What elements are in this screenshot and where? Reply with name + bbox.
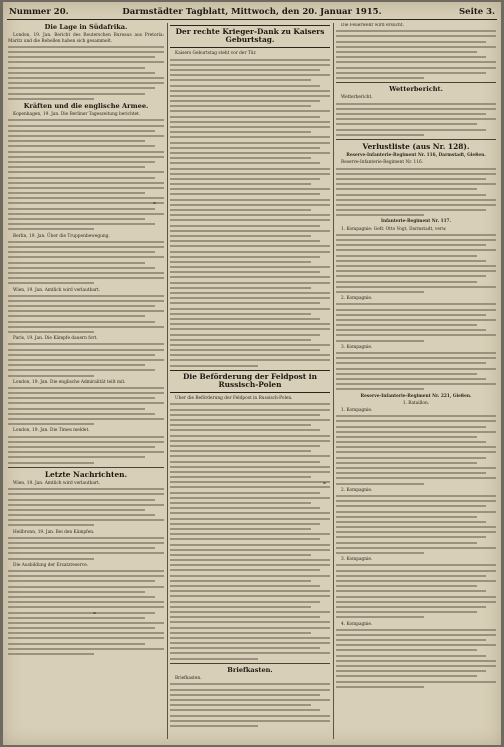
article-paragraph: Kaisers Geburtstag steht vor der Tür. bbox=[175, 51, 257, 57]
text-block bbox=[8, 119, 164, 230]
masthead bbox=[7, 5, 497, 20]
text-block bbox=[336, 629, 496, 688]
article-paragraph: Reserve-Infanterie-Regiment Nr. 116. bbox=[341, 160, 424, 166]
casualty-entry: 3. Kompagnie. bbox=[341, 557, 373, 563]
regiment-heading: Reserve-Infanterie-Regiment Nr. 221, Gießen. bbox=[360, 393, 472, 399]
casualty-entry: 3. Kompagnie. bbox=[341, 344, 373, 350]
text-block bbox=[336, 303, 496, 341]
casualty-entry: 4. Kompagnie. bbox=[341, 621, 373, 627]
text-block bbox=[8, 570, 164, 655]
text-block bbox=[8, 436, 164, 464]
text-block bbox=[8, 537, 164, 560]
headline-wetterbericht: Wetterbericht. bbox=[389, 85, 443, 94]
casualty-entry: 2. Kompagnie. bbox=[341, 487, 373, 493]
headline-suedafrika: Die Lage in Südafrika. bbox=[44, 23, 128, 31]
text-block bbox=[336, 495, 496, 554]
article-paragraph: London, 19. Jan. Die Times meldet. bbox=[13, 428, 90, 434]
text-block bbox=[336, 564, 496, 618]
paper-speck bbox=[93, 612, 96, 614]
text-block bbox=[8, 46, 164, 100]
text-block bbox=[336, 103, 496, 136]
battalion-heading: 1. Bataillon. bbox=[402, 400, 430, 406]
newspaper-title: Darmstädter Tagblatt, Mittwoch, den 20. Januar 1915. bbox=[122, 7, 382, 17]
casualty-entry: 1. Kompagnie: Gefr. Otto Vogt, Darmstadt, verw. bbox=[341, 226, 447, 232]
article-paragraph: Berlin, 19. Jan. Über die Truppenbewegung. bbox=[13, 233, 110, 239]
article-paragraph: Wien, 19. Jan. Amtlich wird verlautbart. bbox=[13, 480, 101, 486]
headline-box bbox=[170, 370, 330, 393]
headline-briefkasten: Briefkasten. bbox=[227, 665, 273, 674]
text-block bbox=[336, 30, 496, 79]
headline-krieger-dank: Der rechte Krieger-Dank zu Kaisers Geburtstag. bbox=[175, 27, 325, 45]
page-number: Seite 3. bbox=[459, 7, 495, 17]
section-divider bbox=[336, 82, 496, 83]
text-block bbox=[8, 387, 164, 425]
casualty-entry: 2. Kompagnie. bbox=[341, 296, 373, 302]
text-block bbox=[170, 683, 330, 727]
text-block bbox=[336, 168, 496, 217]
column-1 bbox=[8, 23, 164, 739]
article-paragraph: Wetterbericht. bbox=[341, 95, 373, 101]
headline-feldpost: Die Beförderung der Feldpost in Russisch-Polen bbox=[183, 371, 317, 390]
text-block bbox=[8, 343, 164, 376]
regiment-heading: Infanterie-Regiment Nr. 117. bbox=[380, 219, 452, 225]
column-rule-left bbox=[167, 23, 168, 739]
text-block bbox=[8, 241, 164, 285]
text-block bbox=[336, 234, 496, 293]
casualty-entry: 1. Kompagnie. bbox=[341, 407, 373, 413]
article-paragraph: Uber die Beförderung der Feldpost in Russisch-Polen. bbox=[175, 396, 293, 402]
paper-speck bbox=[323, 482, 326, 484]
headline-letzte-nachrichten: Letzte Nachrichten. bbox=[44, 469, 128, 479]
text-block bbox=[8, 295, 164, 333]
text-block bbox=[8, 488, 164, 526]
headline-box bbox=[170, 25, 330, 48]
headline-armee: Kräften und die englische Armee. bbox=[23, 101, 149, 110]
text-block bbox=[336, 415, 496, 484]
article-paragraph: Paris, 19. Jan. Die Kämpfe dauern fort. bbox=[13, 336, 98, 342]
article-paragraph: Wien, 19. Jan. Amtlich wird verlautbart. bbox=[13, 287, 101, 293]
headline-verlustliste: Verlustliste (aus Nr. 128). bbox=[362, 142, 470, 151]
section-divider bbox=[170, 663, 330, 664]
section-divider bbox=[8, 467, 164, 468]
text-block bbox=[170, 403, 330, 659]
article-paragraph: Briefkasten. bbox=[175, 676, 202, 682]
text-block bbox=[170, 59, 330, 367]
column-3 bbox=[336, 23, 496, 739]
column-2 bbox=[170, 23, 330, 739]
article-paragraph: London, 19. Jan. Bericht des Reuterschen Bureaus aus Pretoria: Maritz und die Rebellen haben sich gesammelt. bbox=[8, 33, 164, 44]
text-block bbox=[336, 352, 496, 390]
section-divider bbox=[336, 139, 496, 140]
issue-number: Nummer 20. bbox=[9, 7, 69, 17]
article-paragraph: Kopenhagen, 19. Jan. Die Berliner Tageszeitung berichtet. bbox=[13, 112, 141, 118]
article-paragraph: Heilbronn, 19. Jan. Bei den Kämpfen. bbox=[13, 529, 95, 535]
article-paragraph: Die Ausbildung der Ersatzreserve. bbox=[13, 562, 89, 568]
article-paragraph: London, 19. Jan. Die englische Admiralität teilt mit. bbox=[13, 379, 126, 385]
column-rule-right bbox=[333, 23, 334, 739]
article-paragraph: Die Feuerwehr wird ersucht. bbox=[341, 23, 404, 28]
newspaper-page bbox=[3, 2, 501, 745]
regiment-heading: Reserve-Infanterie-Regiment Nr. 116, Darmstadt, Gießen. bbox=[346, 153, 486, 159]
paper-speck bbox=[153, 202, 156, 204]
